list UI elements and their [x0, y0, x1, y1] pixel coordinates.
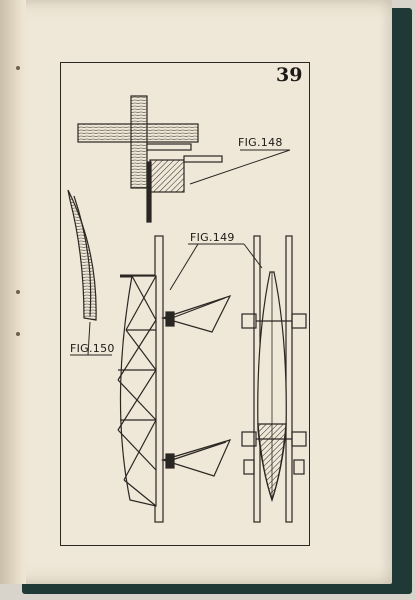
fig149-label: FIG.149	[190, 231, 235, 244]
fig149-fuselage-top-view	[242, 236, 306, 522]
fig150-label: FIG.150	[70, 342, 115, 355]
fig150-rib-drawing	[68, 190, 96, 320]
fig149-fuselage-side-view	[118, 236, 230, 522]
fig148-label: FIG.148	[238, 136, 283, 149]
fig148-joint-drawing	[78, 96, 222, 222]
page-number: 39	[276, 64, 303, 86]
